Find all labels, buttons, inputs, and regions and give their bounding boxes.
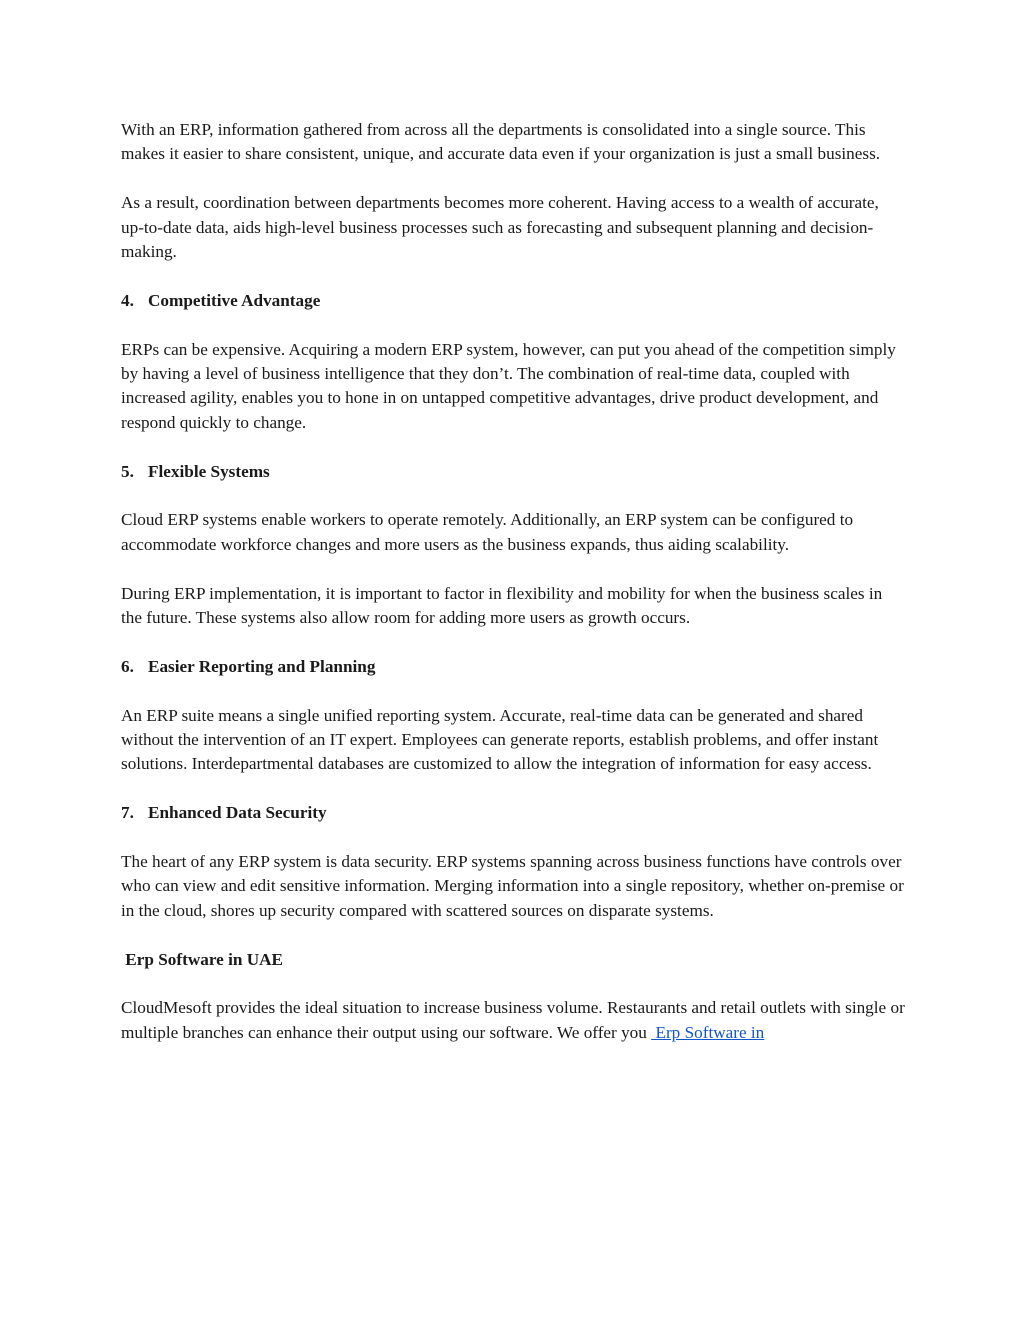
heading-number: 6. <box>121 656 134 676</box>
heading-erp-software-uae: Erp Software in UAE <box>121 949 284 969</box>
heading-data-security <box>121 801 906 825</box>
heading-easier-reporting <box>121 655 906 679</box>
paragraph-cloudmesoft-text: CloudMesoft provides the ideal situation to increase business volume. Restaurants and retail outlets with single or multiple branches can enhance their output using our software. We offer you <box>121 998 910 1042</box>
erp-software-link[interactable]: Erp Software in <box>651 1022 765 1042</box>
heading-number: 5. <box>121 461 134 481</box>
document-body <box>121 118 910 1070</box>
paragraph-reporting: An ERP suite means a single unified reporting system. Accurate, real-time data can be generated and shared without the intervention of an IT expert. Employees can generate reports, establish problems, and offer instant solutions. Interdepartmental databases are customized to allow the integration of information for easy access. <box>121 705 879 774</box>
paragraph-competitive-advantage: ERPs can be expensive. Acquiring a modern ERP system, however, can put you ahead of the competition simply by having a level of business intelligence that they don’t. The combination of real-time data, coupled with increased agility, enables you to hone in on untapped competitive advantages, drive product development, and respond quickly to change. <box>121 339 896 432</box>
paragraph-coordination: As a result, coordination between departments becomes more coherent. Having access to a wealth of accurate, up-to-date data, aids high-level business processes such as forecasting and subsequent planning and decision-making. <box>121 193 879 262</box>
heading-competitive-advantage <box>121 289 906 313</box>
heading-flexible-systems <box>121 460 906 484</box>
heading-text: Flexible Systems <box>148 461 270 481</box>
paragraph-cloud-erp: Cloud ERP systems enable workers to operate remotely. Additionally, an ERP system can be configured to accommodate workforce changes and more users as the business expands, thus aiding scalability. <box>121 510 854 554</box>
heading-number: 7. <box>121 803 134 823</box>
paragraph-cloudmesoft <box>121 996 910 1045</box>
heading-text: Easier Reporting and Planning <box>148 656 376 676</box>
paragraph-data-security: The heart of any ERP system is data security. ERP systems spanning across business functions have controls over who can view and edit sensitive information. Merging information into a single repository, whether on-premise or in the cloud, shores up security compared with scattered sources on disparate systems. <box>121 852 904 920</box>
heading-text: Competitive Advantage <box>148 290 321 310</box>
heading-text: Enhanced Data Security <box>148 803 327 823</box>
paragraph-erp-consolidation: With an ERP, information gathered from across all the departments is consolidated into a single source. This makes it easier to share consistent, unique, and accurate data even if your organization is just a small business. <box>121 120 881 164</box>
heading-number: 4. <box>121 290 134 310</box>
paragraph-implementation: During ERP implementation, it is important to factor in flexibility and mobility for when the business scales in the future. These systems also allow room for adding more users as growth occurs. <box>121 583 883 628</box>
